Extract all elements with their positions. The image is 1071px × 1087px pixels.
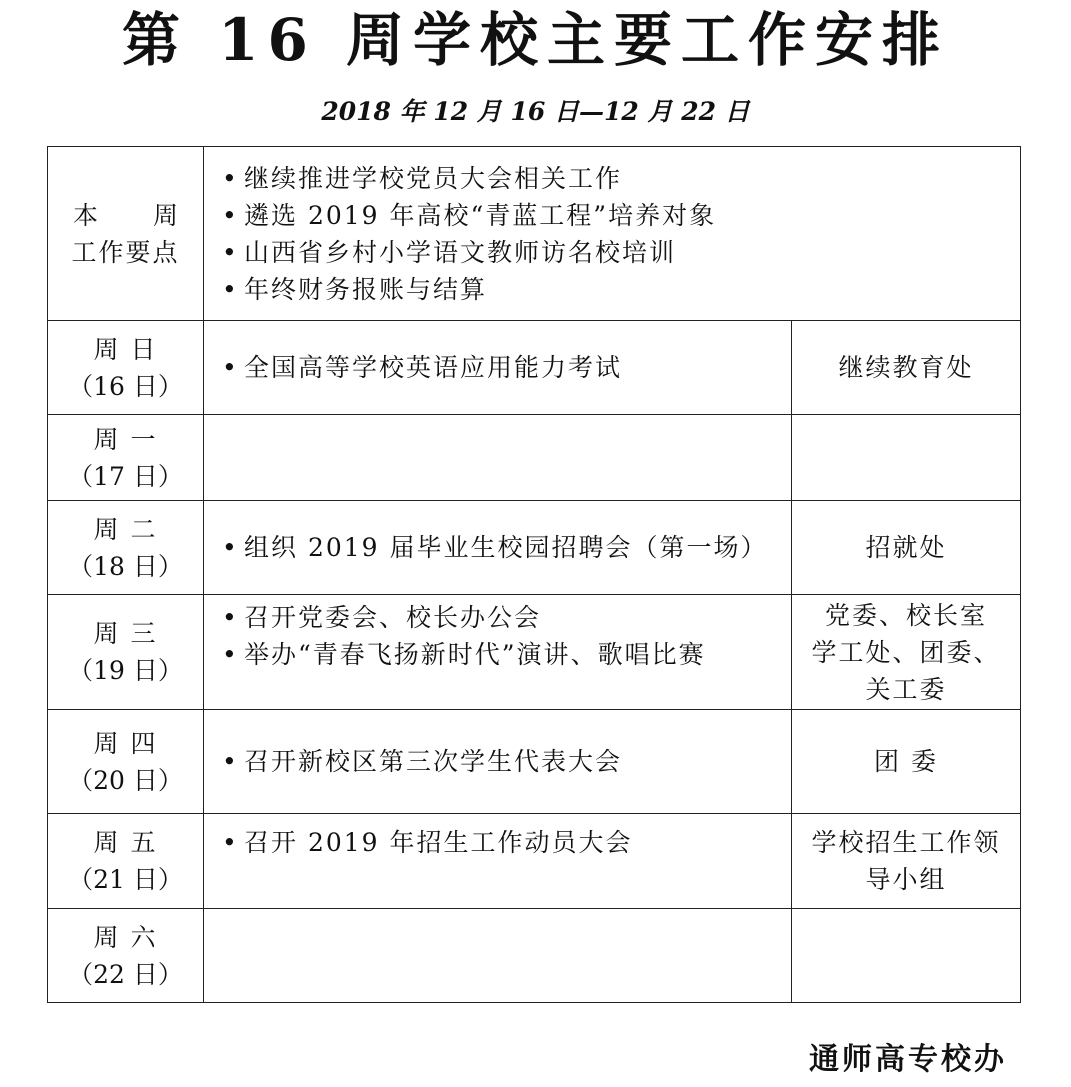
day-items-cell <box>204 710 792 814</box>
day-label-cell <box>48 415 204 501</box>
summary-item: • 山西省乡村小学语文教师访名校培训 <box>220 234 1020 271</box>
dept-line: 招就处 <box>865 533 947 562</box>
issuer-footer: 通师高专校办 <box>809 1042 1007 1077</box>
bullet-icon: • <box>222 163 239 193</box>
summary-item: • 继续推进学校党员大会相关工作 <box>220 160 1020 197</box>
bullet-icon: • <box>222 237 239 267</box>
bullet-icon: • <box>222 828 239 857</box>
bullet-icon: • <box>222 274 239 304</box>
day-item: • 全国高等学校英语应用能力考试 <box>220 349 791 386</box>
day-date: （19 日） <box>68 656 183 685</box>
day-date: （17 日） <box>68 461 183 491</box>
day-row-sunday <box>48 321 1021 415</box>
day-name: 周 三 <box>93 619 158 648</box>
day-items-cell <box>204 321 792 415</box>
day-items-cell <box>204 501 792 595</box>
day-dept-cell <box>792 710 1021 814</box>
summary-item: • 年终财务报账与结算 <box>220 271 1020 308</box>
day-item: • 召开 2019 年招生工作动员大会 <box>220 824 791 861</box>
day-item: • 组织 2019 届毕业生校园招聘会（第一场） <box>220 529 791 566</box>
bullet-icon: • <box>222 353 239 382</box>
day-row-tuesday <box>48 501 1021 595</box>
day-dept-cell <box>792 909 1021 1003</box>
day-label-cell <box>48 814 204 909</box>
dept-line: 继续教育处 <box>838 353 974 382</box>
day-dept-cell <box>792 595 1021 710</box>
day-dept-cell <box>792 415 1021 501</box>
page-title: 第 16 周学校主要工作安排 <box>121 6 950 74</box>
summary-item: • 遴选 2019 年高校“青蓝工程”培养对象 <box>220 197 1020 234</box>
day-dept-cell <box>792 814 1021 909</box>
day-label-cell <box>48 501 204 595</box>
dept-line: 学校招生工作领 <box>811 828 1001 857</box>
day-items-cell <box>204 909 792 1003</box>
day-label-cell <box>48 909 204 1003</box>
day-name: 周 四 <box>93 728 158 758</box>
day-row-wednesday <box>48 595 1021 710</box>
summary-row <box>48 147 1021 321</box>
day-date: （16 日） <box>68 371 183 401</box>
bullet-icon: • <box>222 640 239 669</box>
day-row-saturday <box>48 909 1021 1003</box>
dept-line: 导小组 <box>865 865 947 894</box>
bullet-icon: • <box>222 533 239 562</box>
summary-label-cell <box>48 147 204 321</box>
day-dept-cell <box>792 501 1021 595</box>
summary-items-cell <box>204 147 1021 321</box>
bullet-icon: • <box>222 603 239 632</box>
date-range: 2018 年 12 月 16 日—12 月 22 日 <box>321 97 750 126</box>
day-date: （22 日） <box>68 959 183 989</box>
day-row-thursday <box>48 710 1021 814</box>
day-row-friday <box>48 814 1021 909</box>
dept-line: 党委、校长室 <box>824 600 987 630</box>
day-label-cell <box>48 595 204 710</box>
day-date: （21 日） <box>68 865 183 894</box>
day-label-cell <box>48 710 204 814</box>
day-items-cell <box>204 814 792 909</box>
bullet-icon: • <box>222 200 239 230</box>
summary-label-char-a: 本 <box>72 200 98 230</box>
summary-label-line1 <box>48 197 203 234</box>
dept-line: 团 委 <box>874 747 938 776</box>
day-items-cell <box>204 415 792 501</box>
dept-line: 关工委 <box>865 674 947 704</box>
day-row-monday <box>48 415 1021 501</box>
summary-label-line2: 工作要点 <box>71 237 180 267</box>
day-items-cell <box>204 595 792 710</box>
day-name: 周 日 <box>93 334 158 364</box>
day-item: • 举办“青春飞扬新时代”演讲、歌唱比赛 <box>220 636 791 673</box>
summary-label-char-b: 周 <box>152 200 178 230</box>
day-date: （18 日） <box>68 551 183 581</box>
day-name: 周 二 <box>93 514 158 544</box>
day-name: 周 六 <box>93 922 158 952</box>
day-name: 周 五 <box>93 828 158 857</box>
day-dept-cell <box>792 321 1021 415</box>
summary-items <box>204 160 1020 308</box>
day-item: • 召开新校区第三次学生代表大会 <box>220 743 791 780</box>
day-label-cell <box>48 321 204 415</box>
day-name: 周 一 <box>93 424 158 454</box>
dept-line: 学工处、团委、 <box>811 637 1001 667</box>
bullet-icon: • <box>222 747 239 776</box>
day-date: （20 日） <box>68 765 183 795</box>
schedule-table <box>47 146 1021 1003</box>
day-item: • 召开党委会、校长办公会 <box>220 599 791 636</box>
